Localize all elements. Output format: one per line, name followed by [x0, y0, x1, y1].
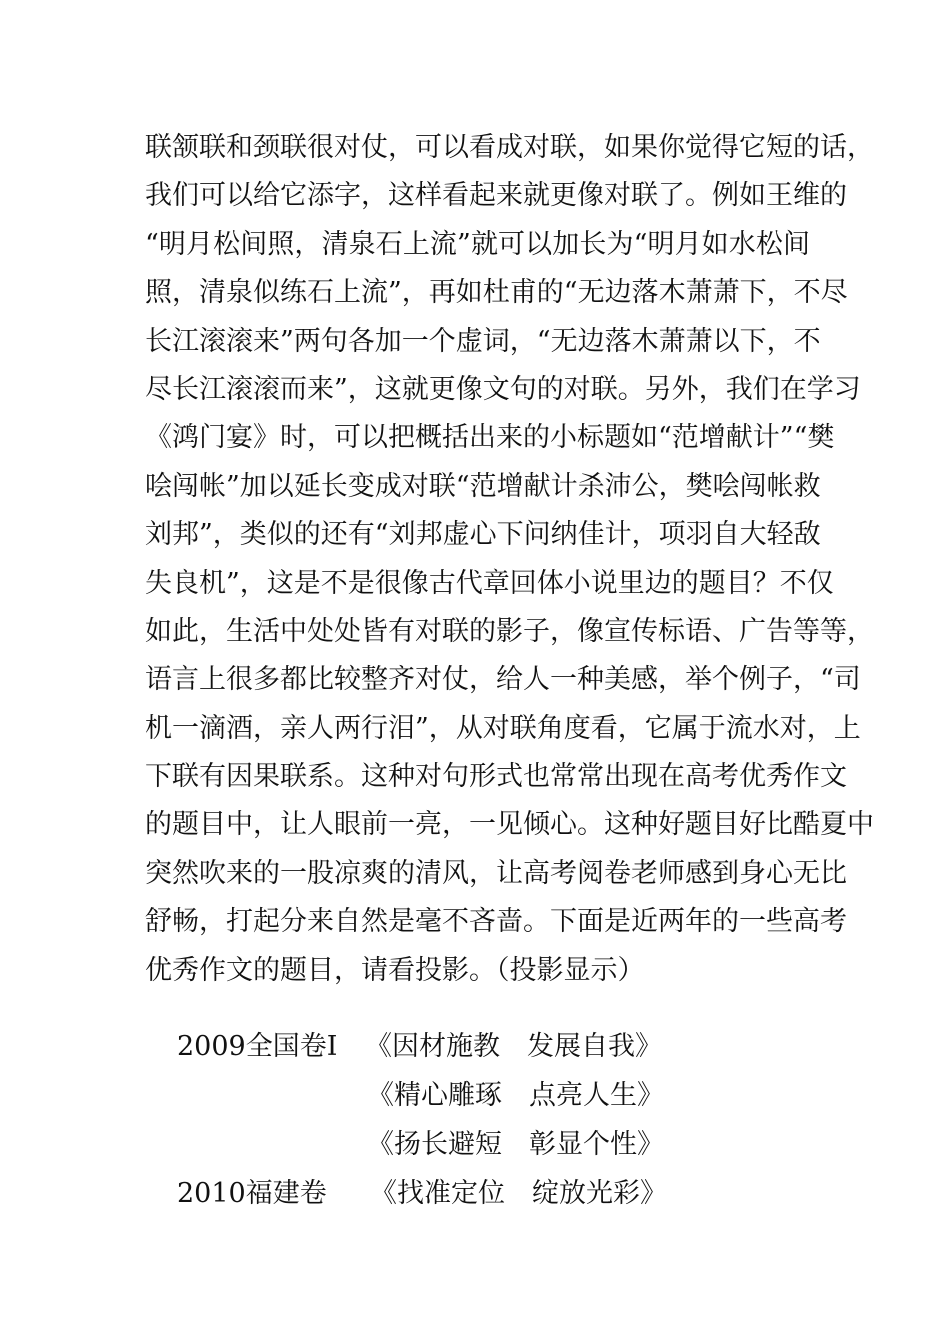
text-line: 哙闯帐”加以延长变成对联“范增献计杀沛公，樊哙闯帐救: [145, 470, 821, 502]
text-line: 照，清泉似练石上流”，再如杜甫的“无边落木萧萧下，不尽: [145, 277, 848, 309]
text-line: 联颔联和颈联很对仗，可以看成对联，如果你觉得它短的话，: [145, 132, 874, 163]
essay-title-part: 彰显个性》: [529, 1129, 664, 1160]
body-paragraph: [145, 124, 874, 995]
text-line: 《鸿门宴》时，可以把概括出来的小标题如“范增献计”“樊: [145, 422, 835, 454]
essay-title-list: [0, 1022, 950, 1218]
essay-title-part: 绽放光彩》: [532, 1178, 667, 1209]
essay-title-part: 点亮人生》: [529, 1080, 664, 1111]
text-line: 我们可以给它添字，这样看起来就更像对联了。例如王维的: [145, 180, 847, 212]
text-line: 失良机”，这是不是很像古代章回体小说里边的题目？不仅: [145, 567, 834, 599]
essay-title-part: 《精心雕琢: [367, 1080, 502, 1111]
text-line: “明月松间照，清泉石上流”就可以加长为“明月如水松间: [145, 228, 810, 260]
text-line: 舒畅，打起分来自然是毫不吝啬。下面是近两年的一些高考: [145, 906, 847, 938]
text-line: 的题目中，让人眼前一亮，一见倾心。这种好题目好比酷夏中: [145, 809, 874, 841]
text-line: 优秀作文的题目，请看投影。（投影显示）: [145, 954, 645, 986]
essay-title: [367, 1120, 664, 1169]
text-line: 长江滚滚来”两句各加一个虚词，“无边落木萧萧以下，不: [145, 325, 821, 357]
essay-title-part: 《扬长避短: [367, 1129, 502, 1160]
text-line: 机一滴酒，亲人两行泪”，从对联角度看，它属于流水对，上: [145, 712, 861, 744]
exam-source: 2010福建卷: [177, 1178, 327, 1209]
essay-title-row: [0, 1120, 950, 1169]
text-line: 尽长江滚滚而来”，这就更像文句的对联。另外，我们在学习: [145, 373, 861, 405]
text-line: 刘邦”，类似的还有“刘邦虚心下问纳佳计，项羽自大轻敌: [145, 519, 821, 551]
essay-title-part: 《因材施教: [365, 1031, 500, 1062]
essay-title-part: 发展自我》: [527, 1031, 662, 1062]
essay-title-row: [0, 1071, 950, 1120]
text-line: 语言上很多都比较整齐对仗，给人一种美感，举个例子，“司: [145, 664, 861, 696]
essay-title: [365, 1022, 662, 1071]
essay-title: [367, 1071, 664, 1120]
essay-title-row: [0, 1022, 950, 1071]
essay-title: [370, 1169, 667, 1218]
text-line: 如此，生活中处处皆有对联的影子，像宣传标语、广告等等，: [145, 615, 874, 647]
exam-source: 2009全国卷Ⅰ: [177, 1031, 338, 1062]
essay-title-part: 《找准定位: [370, 1178, 505, 1209]
text-line: 下联有因果联系。这种对句形式也常常出现在高考优秀作文: [145, 761, 847, 793]
text-line: 突然吹来的一股凉爽的清风，让高考阅卷老师感到身心无比: [145, 857, 847, 889]
essay-title-row: [0, 1169, 950, 1218]
